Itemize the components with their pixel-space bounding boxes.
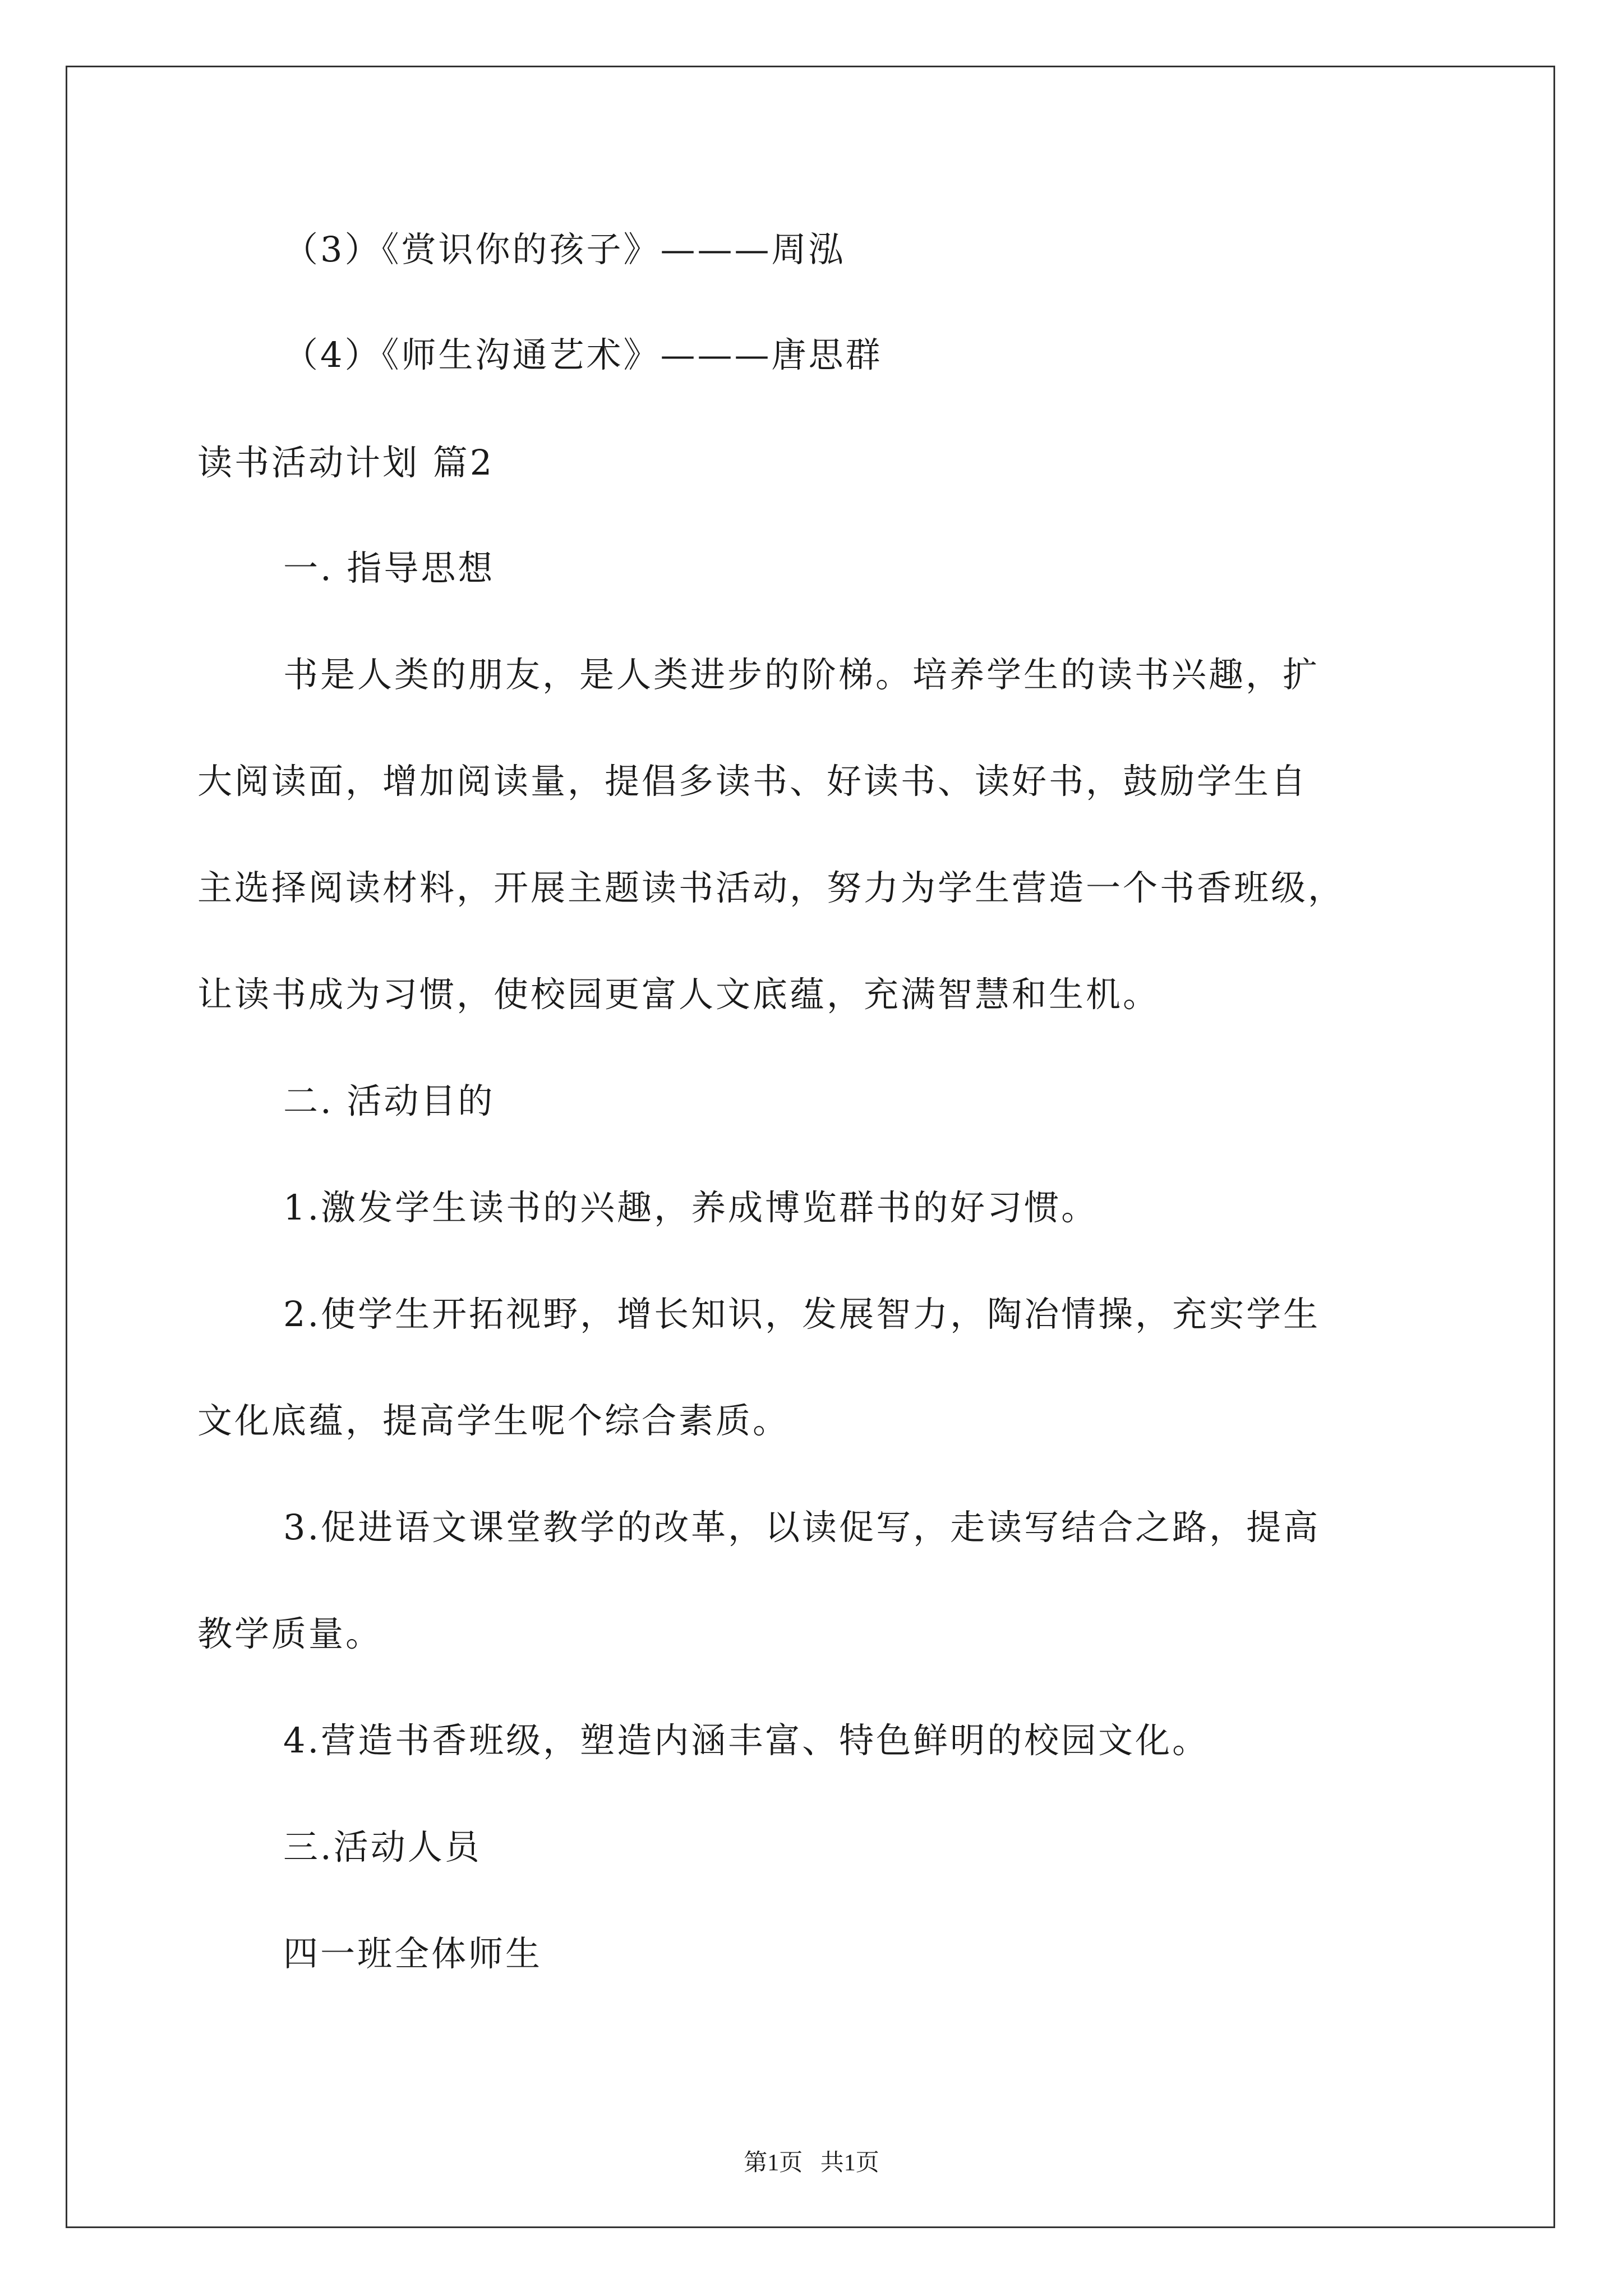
- book-item-3: （3）《赏识你的孩子》———周泓: [283, 229, 846, 270]
- goal-item-2-cont: 文化底蕴，提高学生呢个综合素质。: [197, 1400, 790, 1441]
- paragraph-line: 主选择阅读材料，开展主题读书活动，努力为学生营造一个书香班级，: [197, 867, 1345, 908]
- book-item-4: （4）《师生沟通艺术》———唐思群: [283, 334, 883, 375]
- goal-item-1: 1.激发学生读书的兴趣，养成博览群书的好习惯。: [283, 1187, 1099, 1228]
- section-title: 读书活动计划 篇2: [197, 442, 495, 483]
- paragraph-line: 让读书成为习惯，使校园更富人文底蕴，充满智慧和生机。: [197, 974, 1160, 1015]
- participants-text: 四一班全体师生: [283, 1933, 543, 1974]
- heading-participants: 三.活动人员: [283, 1826, 482, 1867]
- heading-activity-goal: 二. 活动目的: [283, 1080, 495, 1121]
- page-frame: [66, 66, 1555, 2228]
- goal-item-3: 3.促进语文课堂教学的改革，以读促写，走读写结合之路，提高: [283, 1507, 1321, 1548]
- page-number-footer: 第1页 共1页: [744, 2150, 879, 2176]
- goal-item-4: 4.营造书香班级，塑造内涵丰富、特色鲜明的校园文化。: [283, 1720, 1210, 1761]
- goal-item-2: 2.使学生开拓视野，增长知识，发展智力，陶冶情操，充实学生: [283, 1294, 1321, 1335]
- paragraph-line: 大阅读面，增加阅读量，提倡多读书、好读书、读好书，鼓励学生自: [197, 761, 1308, 802]
- heading-guiding-idea: 一. 指导思想: [283, 547, 495, 588]
- paragraph-line: 书是人类的朋友，是人类进步的阶梯。培养学生的读书兴趣，扩: [283, 654, 1320, 695]
- goal-item-3-cont: 教学质量。: [197, 1613, 383, 1654]
